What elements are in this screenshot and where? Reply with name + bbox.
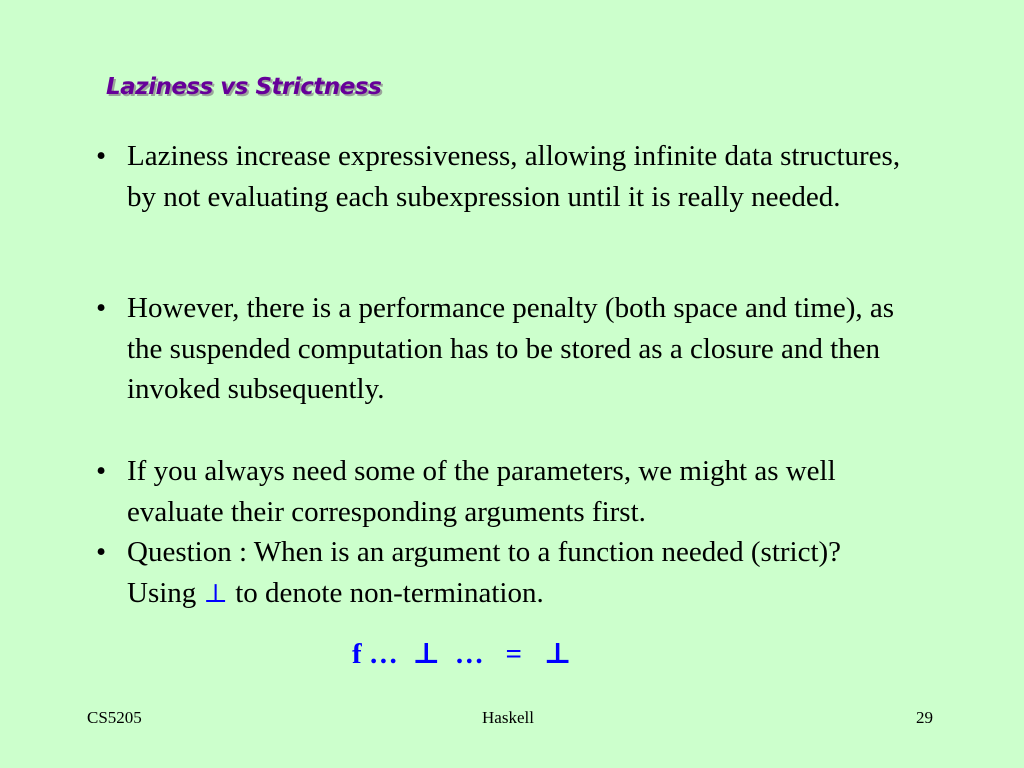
bottom-symbol: ⊥	[203, 578, 228, 609]
formula-dots: …	[454, 638, 484, 670]
formula-function: f …	[352, 638, 398, 670]
bullet-item	[96, 451, 916, 532]
formula-bottom-result: ⊥	[543, 638, 572, 670]
footer-page-number: 29	[916, 708, 933, 727]
bullet-text: If you always need some of the parameters, we might as well evaluate their corresponding arguments first.	[127, 455, 836, 528]
bullet-marker: •	[96, 292, 107, 324]
bullet-text: However, there is a performance penalty (both space and time), as the suspended computation has to be stored as a closure and then invoked subsequently.	[127, 292, 895, 405]
bullet-text: Laziness increase expressiveness, allowing infinite data structures, by not evaluating each subexpression until it is really needed.	[127, 140, 901, 213]
slide-title: Laziness vs Strictness	[106, 74, 382, 100]
bullet-item	[96, 288, 916, 410]
bullet-text	[127, 532, 916, 614]
formula-equals: =	[505, 638, 523, 670]
bullet-text-part: to denote non-termination.	[228, 576, 544, 609]
footer-course: CS5205	[87, 708, 142, 727]
formula-bottom-arg: ⊥	[412, 638, 441, 670]
bullet-item	[96, 532, 916, 614]
strictness-formula	[352, 636, 572, 671]
bullet-marker: •	[96, 455, 107, 487]
footer-topic: Haskell	[482, 708, 534, 727]
bullet-marker: •	[96, 140, 107, 172]
bullet-text-part: Question : When is an argument to a function needed (strict)? Using	[127, 536, 842, 609]
bullet-marker: •	[96, 536, 107, 568]
bullet-item	[96, 136, 916, 217]
